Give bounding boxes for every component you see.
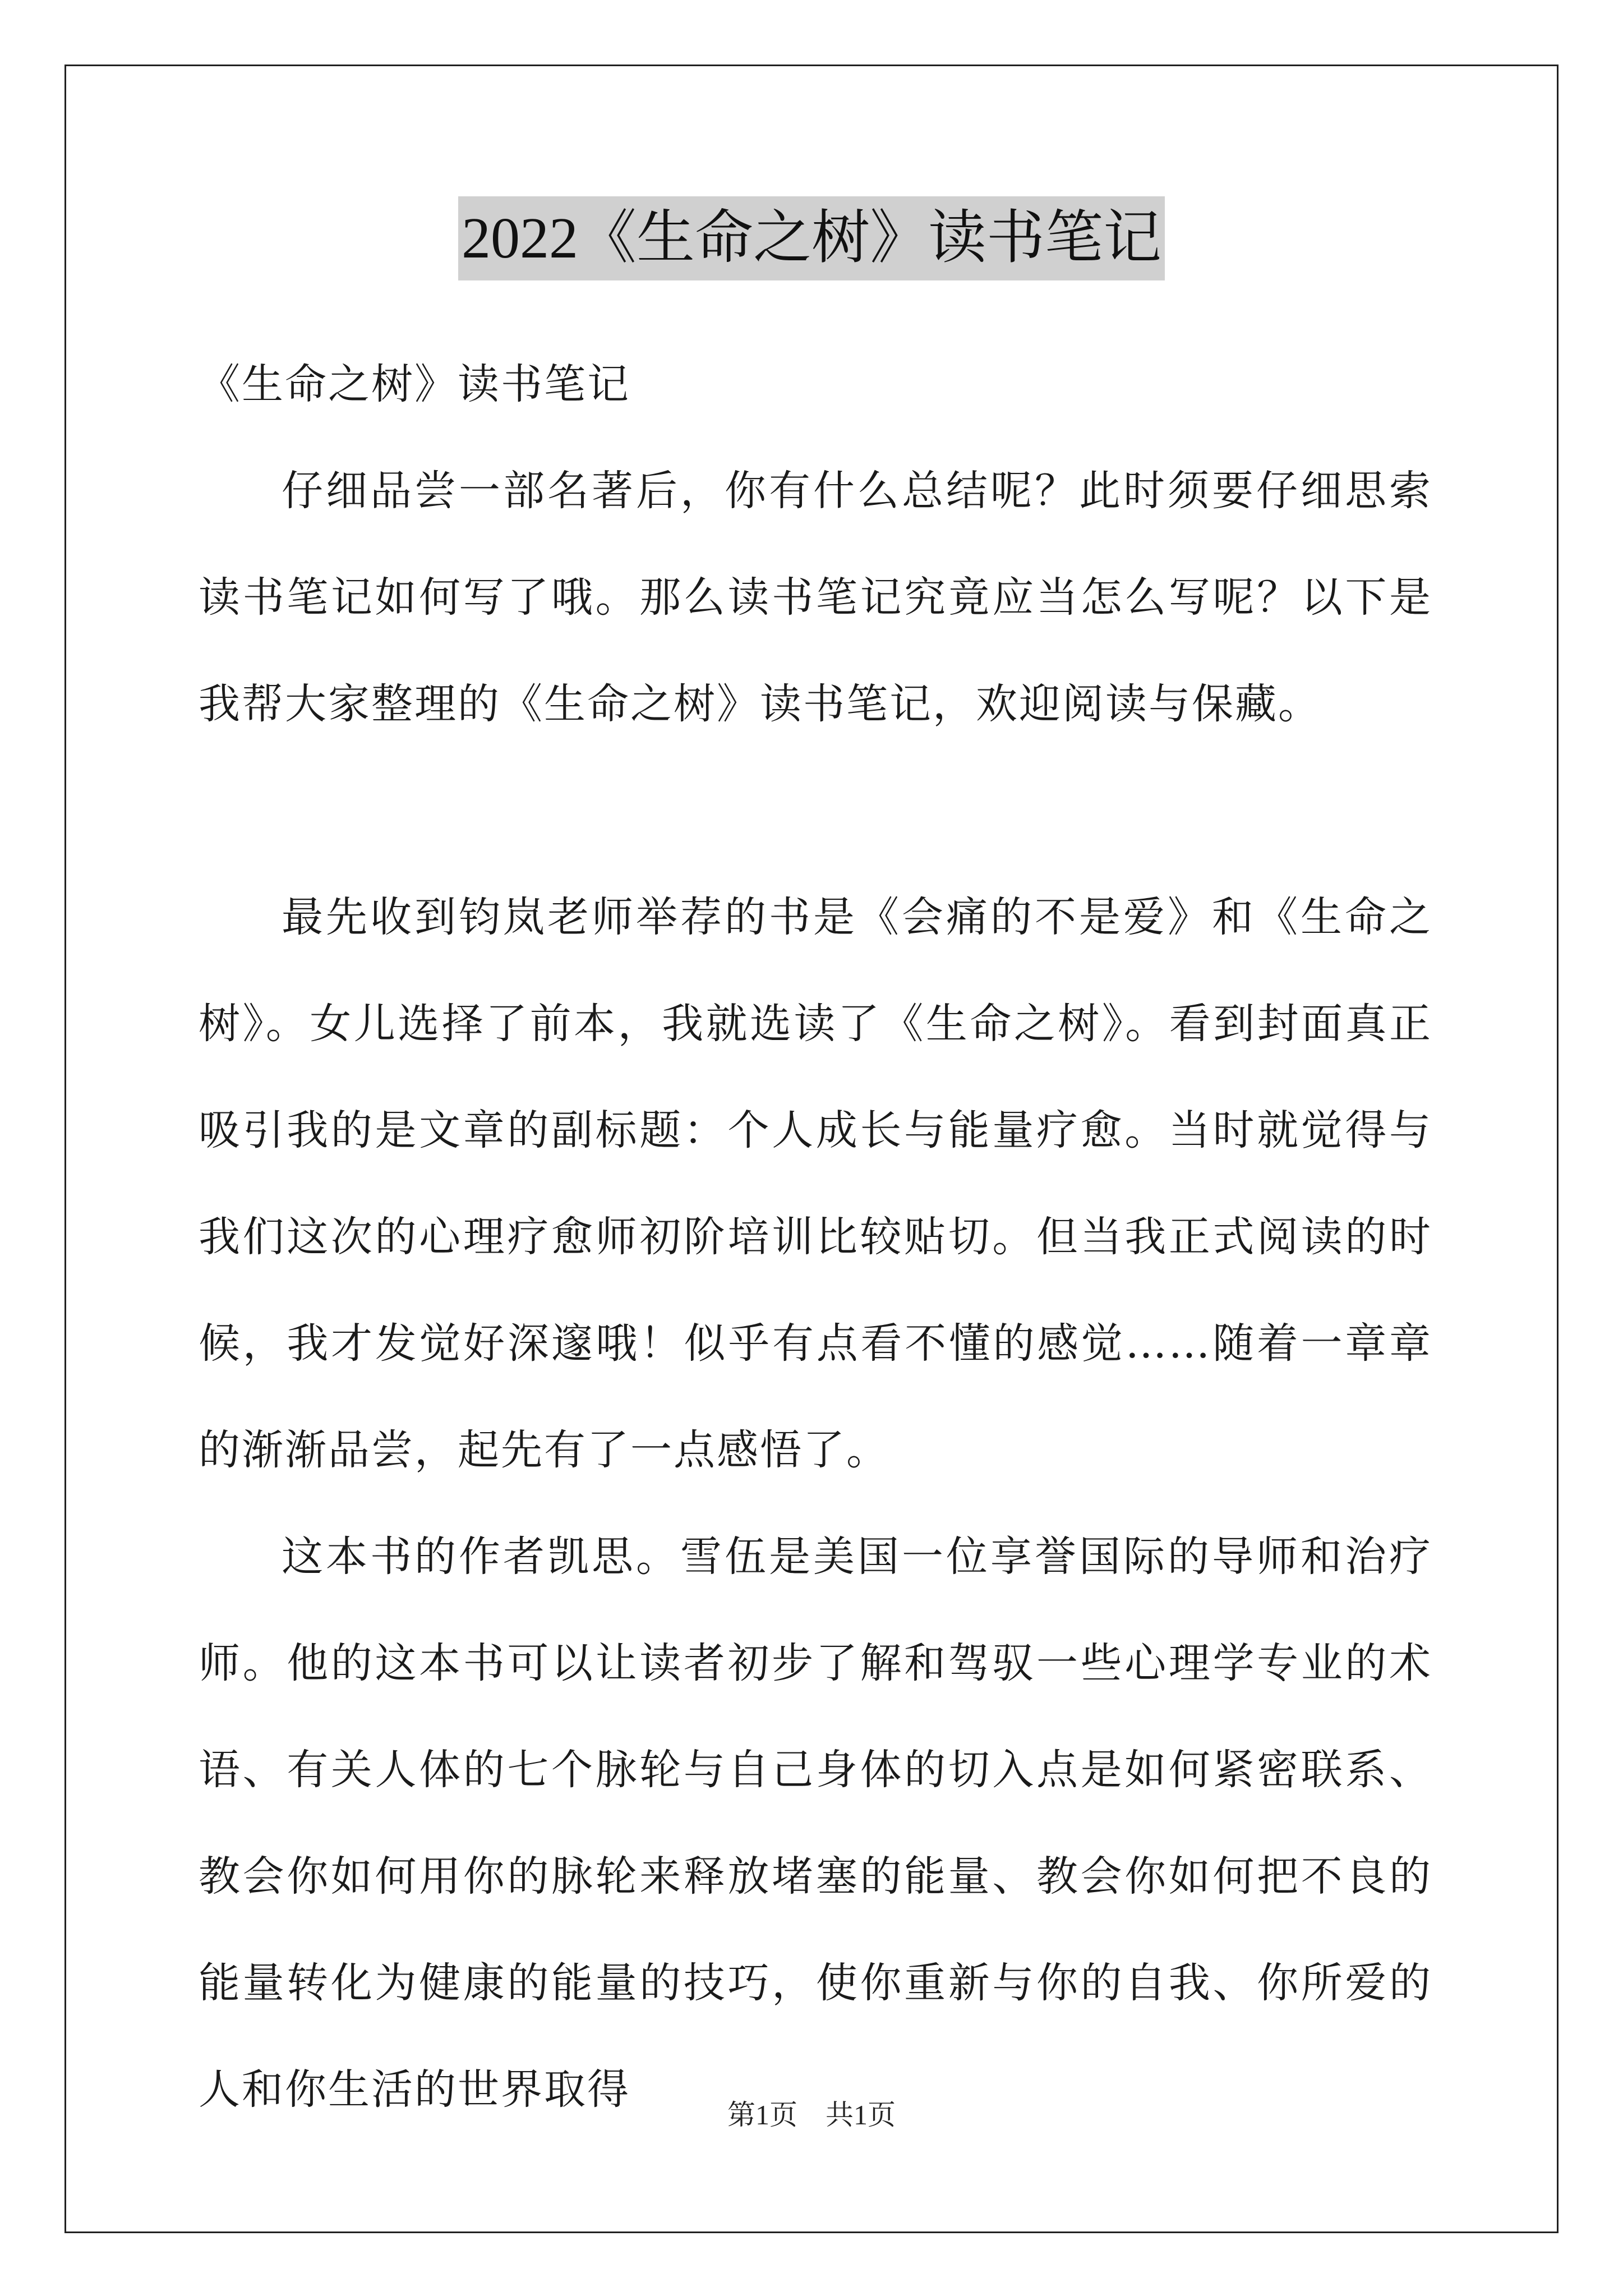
paragraph-intro: 仔细品尝一部名著后，你有什么总结呢？此时须要仔细思索读书笔记如何写了哦。那么读书笔记究竟应当怎么写呢？以下是我帮大家整理的《生命之树》读书笔记，欢迎阅读与保藏。: [199, 467, 1432, 728]
paragraph-author: 这本书的作者凯思。雪伍是美国一位享誉国际的导师和治疗师。他的这本书可以让读者初步了解和驾驭一些心理学专业的术语、有关人体的七个脉轮与自己身体的切入点是如何紧密联系、教会你如何用你的脉轮来释放堵塞的能量、教会你如何把不良的能量转化为健康的能量的技巧，使你重新与你的自我、你所爱的人和你生活的世界取得: [199, 1533, 1432, 2114]
page-number-footer: 第1页 共1页: [727, 2099, 896, 2131]
document-subtitle: 《生命之树》读书笔记: [199, 360, 630, 408]
document-title: 2022《生命之树》读书笔记: [458, 196, 1165, 280]
paragraph-spacer: [199, 757, 1432, 864]
title-container: [0, 196, 1623, 280]
paragraph-first-impression: 最先收到钧岚老师举荐的书是《会痛的不是爱》和《生命之树》。女儿选择了前本，我就选读了《生命之树》。看到封面真正吸引我的是文章的副标题：个人成长与能量疗愈。当时就觉得与我们这次的心理疗愈师初阶培训比较贴切。但当我正式阅读的时候，我才发觉好深邃哦！似乎有点看不懂的感觉……随着一章章的渐渐品尝，起先有了一点感悟了。: [199, 893, 1432, 1474]
document-body: [199, 331, 1432, 2143]
